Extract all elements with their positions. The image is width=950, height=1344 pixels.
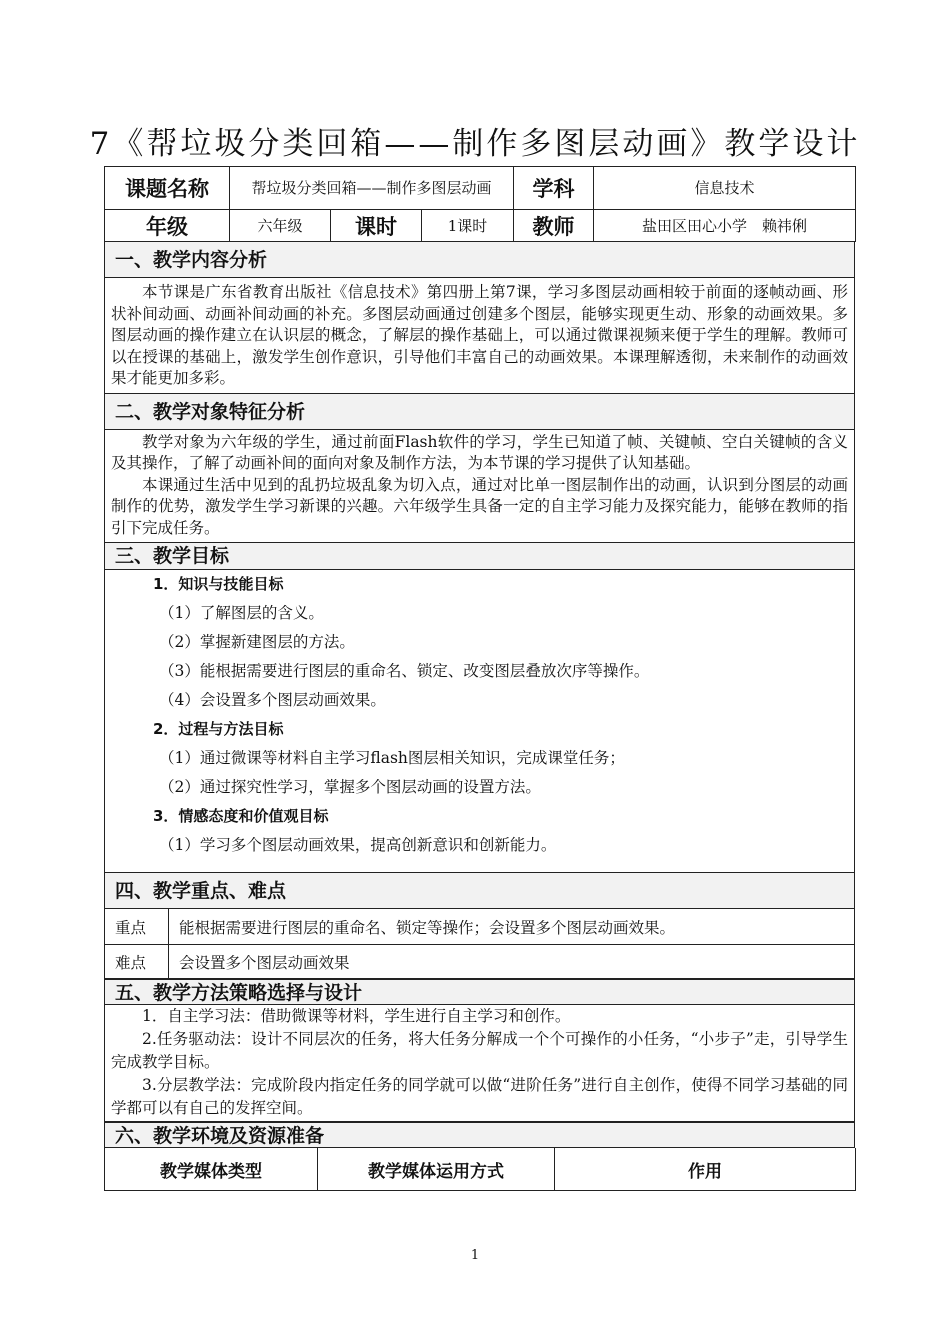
objective-item: （1）通过微课等材料自主学习flash图层相关知识，完成课堂任务； — [159, 749, 625, 767]
media-usage-header: 教学媒体运用方式 — [318, 1148, 555, 1191]
objective-group-heading: 2．过程与方法目标 — [153, 720, 284, 738]
hours-label: 课时 — [331, 210, 422, 241]
hours-value: 1课时 — [447, 216, 488, 235]
page-number: 1 — [470, 1248, 480, 1263]
teacher-label: 教师 — [514, 210, 594, 242]
objective-group-heading: 1．知识与技能目标 — [153, 575, 284, 593]
key-point-label: 重点 — [105, 909, 169, 944]
topic-label: 课题名称 — [105, 167, 230, 210]
objectives-heading: 三、教学目标 — [105, 543, 854, 570]
lesson-plan-document — [104, 166, 855, 1191]
basic-info-table — [104, 166, 856, 242]
objective-item: （1）了解图层的含义。 — [159, 604, 324, 622]
methods-section — [104, 979, 855, 1122]
subject-value: 信息技术 — [594, 167, 856, 210]
objective-item: （2）通过探究性学习，掌握多个图层动画的设置方法。 — [159, 778, 541, 796]
methods-heading: 五、教学方法策略选择与设计 — [105, 979, 854, 1005]
resources-section — [104, 1122, 855, 1148]
content-analysis-heading: 一、教学内容分析 — [105, 242, 854, 278]
method-item: 2.任务驱动法：设计不同层次的任务，将大任务分解成一个个可操作的小任务，“小步子”走，引导学生完成教学目标。 — [111, 1030, 848, 1071]
objective-item: （4）会设置多个图层动画效果。 — [159, 691, 386, 709]
key-point-value: 能根据需要进行图层的重命名、锁定等操作；会设置多个图层动画效果。 — [179, 918, 676, 937]
difficulty-label: 难点 — [105, 945, 169, 978]
learner-analysis-heading: 二、教学对象特征分析 — [105, 394, 854, 430]
objective-item: （1）学习多个图层动画效果，提高创新意识和创新能力。 — [159, 836, 557, 854]
objective-item: （3）能根据需要进行图层的重命名、锁定、改变图层叠放次序等操作。 — [159, 662, 650, 680]
grade-value: 六年级 — [230, 210, 331, 242]
content-analysis-section — [104, 242, 855, 394]
teacher-value: 盐田区田心小学 赖祎俐 — [594, 210, 856, 242]
difficulty-value: 会设置多个图层动画效果 — [179, 953, 350, 972]
learner-analysis-para-2: 本课通过生活中见到的乱扔垃圾乱象为切入点，通过对比单一图层制作出的动画，认识到分图层的动画制作的优势，激发学生学习新课的兴趣。六年级学生具备一定的自主学习能力及探究能力，能够在教师的指引下完成任务。 — [111, 475, 848, 537]
media-type-header: 教学媒体类型 — [105, 1148, 318, 1191]
subject-label: 学科 — [514, 167, 594, 210]
objective-item: （2）掌握新建图层的方法。 — [159, 633, 355, 651]
grade-label: 年级 — [105, 210, 230, 242]
page-title: 7《帮垃圾分类回箱——制作多图层动画》教学设计 — [89, 126, 861, 162]
media-effect-header: 作用 — [555, 1148, 856, 1191]
learner-analysis-section — [104, 394, 855, 544]
key-points-section — [104, 873, 855, 979]
key-point-row — [105, 909, 854, 945]
topic-value: 帮垃圾分类回箱——制作多图层动画 — [230, 167, 514, 210]
media-table — [104, 1148, 856, 1191]
objectives-section — [104, 543, 855, 873]
content-analysis-text: 本节课是广东省教育出版社《信息技术》第四册上第7课，学习多图层动画相较于前面的逐帧动画、形状补间动画、动画补间动画的补充。多图层动画通过创建多个图层，能够实现更生动、形象的动画效果。多图层动画的操作建立在认识层的概念，了解层的操作基础上，可以通过微课视频来便于学生的理解。教师可以在授课的基础上，激发学生创作意识，引导他们丰富自己的动画效果。本课理解透彻，未来制作的动画效果才能更加多彩。 — [111, 283, 848, 387]
resources-heading: 六、教学环境及资源准备 — [105, 1122, 854, 1148]
key-points-heading: 四、教学重点、难点 — [105, 873, 854, 909]
objective-group-heading: 3．情感态度和价值观目标 — [153, 807, 329, 825]
learner-analysis-para-1: 教学对象为六年级的学生，通过前面Flash软件的学习，学生已知道了帧、关键帧、空白关键帧的含义及其操作，了解了动画补间的面向对象及制作方法，为本节课的学习提供了认知基础。 — [111, 432, 848, 472]
method-item: 3.分层教学法：完成阶段内指定任务的同学就可以做“进阶任务”进行自主创作，使得不同学习基础的同学都可以有自己的发挥空间。 — [111, 1076, 848, 1117]
method-item: 1．自主学习法：借助微课等材料，学生进行自主学习和创作。 — [142, 1007, 571, 1025]
difficulty-row — [105, 945, 854, 978]
